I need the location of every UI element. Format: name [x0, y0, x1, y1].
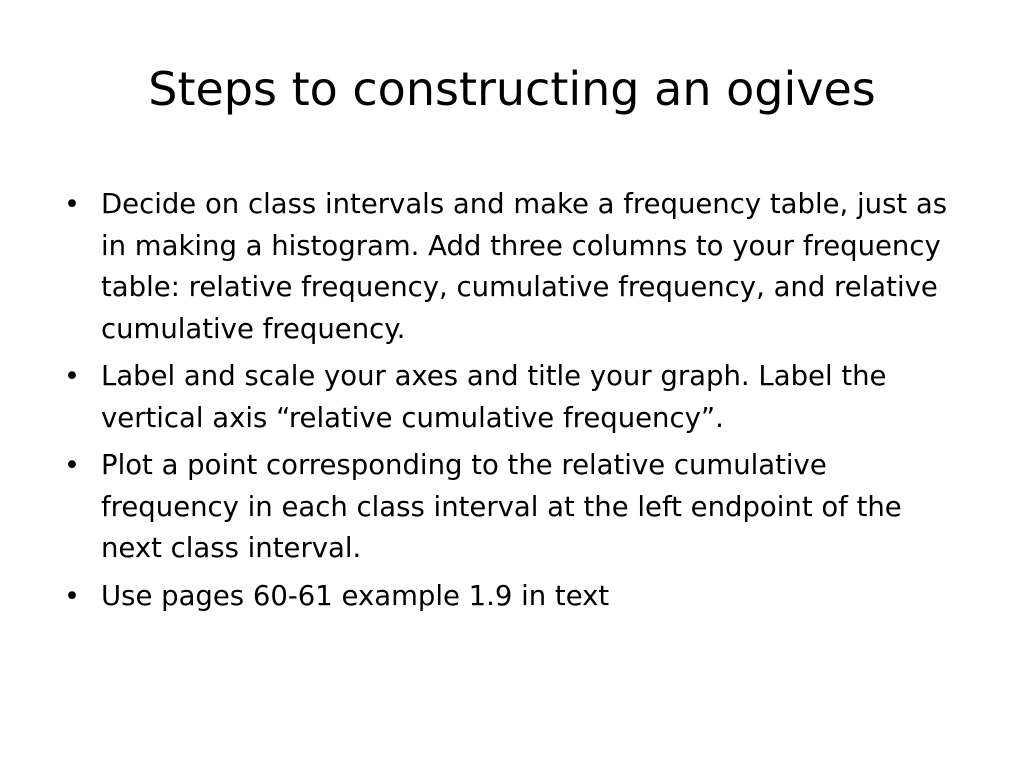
- bullet-dot-icon: •: [64, 189, 80, 220]
- bullet-item-label-axes: [60, 356, 950, 439]
- bullet-text: Label and scale your axes and title your graph. Label the vertical axis “relative cumulative frequency”.: [101, 360, 887, 434]
- bullet-item-use-pages: [60, 576, 950, 618]
- bullet-dot-icon: •: [64, 450, 80, 481]
- bullet-item-decide-class-intervals: [60, 184, 950, 350]
- bullet-dot-icon: •: [64, 580, 80, 612]
- bullet-item-plot-points: [60, 445, 950, 570]
- bullet-text: Use pages 60-61 example 1.9 in text: [101, 579, 610, 612]
- bullet-dot-icon: •: [64, 361, 80, 392]
- slide-title: Steps to constructing an ogives: [148, 62, 876, 116]
- bullet-text: Decide on class intervals and make a frequency table, just as in making a histogram. Add three columns to your frequency table: relative frequency, cumulative frequency, and relative cumulative frequency.: [101, 188, 948, 345]
- bullet-text: Plot a point corresponding to the relative cumulative frequency in each class interval at the left endpoint of the next class interval.: [101, 449, 902, 564]
- bullet-list: [60, 184, 950, 623]
